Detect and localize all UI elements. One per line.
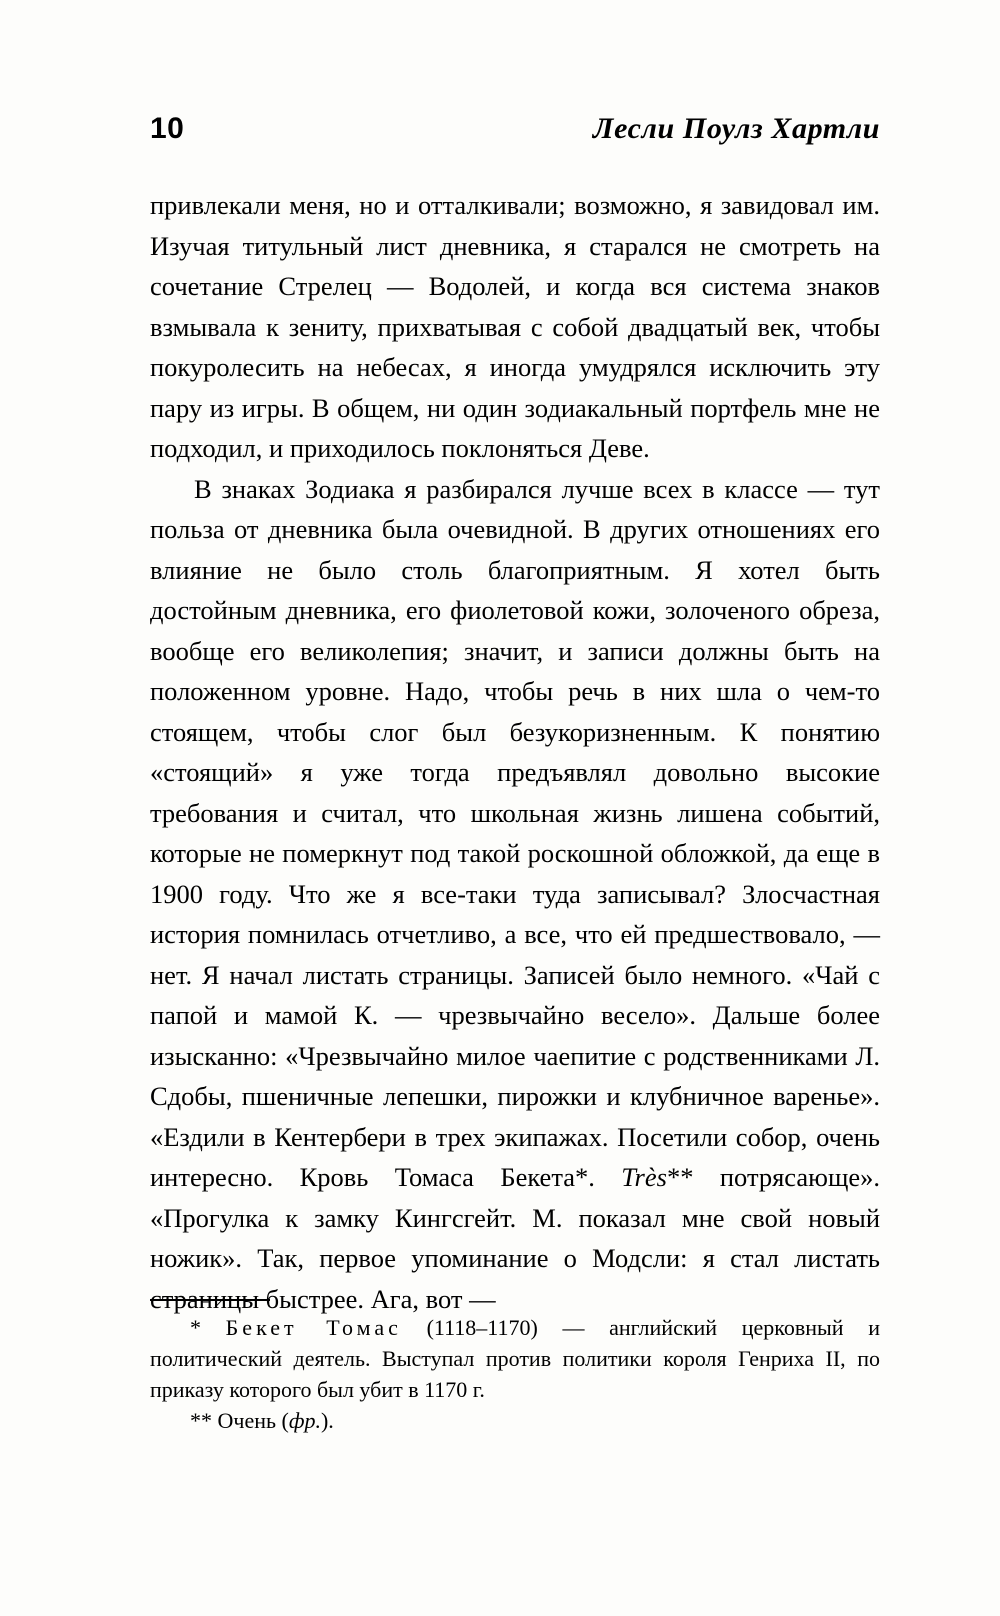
footnote-2 — [150, 1405, 880, 1436]
running-title: Лесли Поулз Хартли — [592, 112, 880, 145]
footnotes-block — [150, 1312, 880, 1436]
footnote-separator — [150, 1299, 270, 1301]
footnote-2-lead: Очень ( — [217, 1408, 289, 1433]
paragraph-1: привлекали меня, но и отталкивали; возможно, я завидовал им. Изучая титульный лист дневника, я старался не смотреть на сочетание Стрелец — Водолей, и когда вся система знаков взмывала к зениту, прихватывая с собой двадцатый век, чтобы покуролесить на небесах, я иногда умудрялся исключить эту пару из игры. В общем, ни один зодиакальный портфель мне не подходил, и приходилось поклоняться Деве. — [150, 190, 880, 463]
footnote-1 — [150, 1312, 880, 1405]
page-header — [150, 112, 880, 146]
paragraph-2-foreign-word: Très — [621, 1162, 667, 1192]
paragraph-2 — [150, 469, 880, 1320]
footnote-1-text: (1118–1170) — английский церковный и политический деятель. Выступал против политики короля Генриха II, по приказу которого был убит в 1170 г. — [150, 1315, 880, 1402]
footnote-1-marker: * — [190, 1315, 201, 1340]
footnote-2-tail: ). — [320, 1408, 334, 1433]
paragraph-2-part-after: ** потрясающе». «Прогулка к замку Кингсгейт. М. показал мне свой новый ножик». Так, первое упоминание о Модсли: я стал листать страницы быстрее. Ага, вот — — [150, 1162, 880, 1314]
page-number: 10 — [150, 112, 185, 145]
footnote-2-italic: фр. — [288, 1408, 321, 1433]
paragraph-2-part-before: В знаках Зодиака я разбирался лучше всех в классе — тут польза от дневника была очевидной. В других отношениях его влияние не было столь благоприятным. Я хотел быть достойным дневника, его фиолетовой кожи, золоченого обреза, вообще его великолепия; значит, и записи должны быть на положенном уровне. Надо, чтобы речь в них шла о чем-то стоящем, чтобы слог был безукоризненным. К понятию «стоящий» я уже тогда предъявлял довольно высокие требования и считал, что школьная жизнь лишена событий, которые не померкнут под такой роскошной обложкой, да еще в 1900 году. Что же я все-таки туда записывал? Злосчастная история помнилась отчетливо, а все, что ей предшествовало, — нет. Я начал листать страницы. Записей было немного. «Чай с папой и мамой К. — чрезвычайно весело». Дальше более изысканно: «Чрезвычайно милое чаепитие с родственниками Л. Сдобы, пшеничные лепешки, пирожки и клубничное варенье». «Ездили в Кентербери в трех экипажах. Посетили собор, очень интересно. Кровь Томаса Бекета*. — [150, 473, 880, 1192]
footnote-2-marker: ** — [190, 1408, 212, 1433]
page-body — [150, 185, 880, 1319]
footnote-1-name: Бекет Томас — [225, 1315, 402, 1340]
